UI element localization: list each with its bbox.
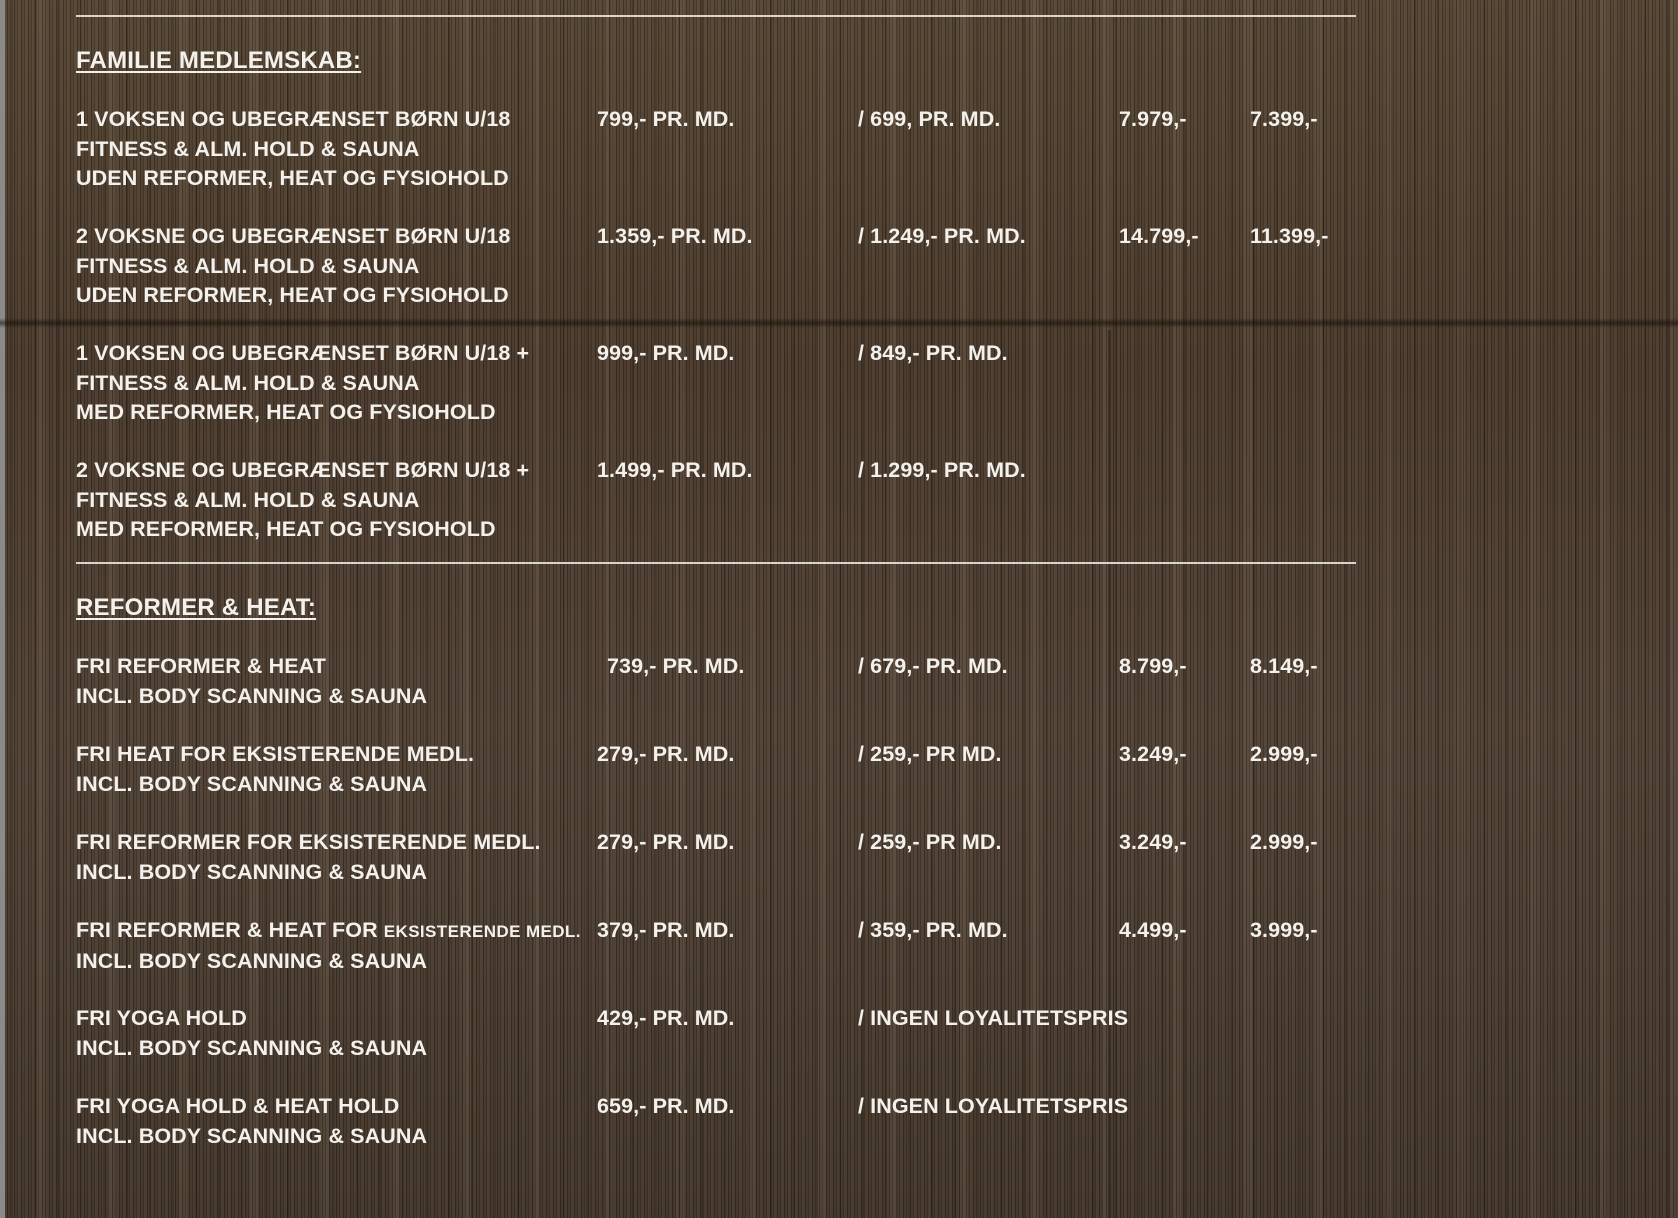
membership-description <box>76 740 596 799</box>
description-line: FITNESS & ALM. HOLD & SAUNA <box>76 487 420 512</box>
description-line: MED REFORMER, HEAT OG FYSIOHOLD <box>76 517 496 541</box>
description-line: FRI HEAT FOR EKSISTERENDE MEDL. <box>76 742 475 766</box>
loyalty-price: / 849,- PR. MD. <box>858 341 1008 365</box>
description-line: UDEN REFORMER, HEAT OG FYSIOHOLD <box>76 166 509 190</box>
yearly-price: 3.249,- <box>1119 830 1187 854</box>
description-line: 2 VOKSNE OG UBEGRÆNSET BØRN U/18 <box>76 224 511 248</box>
monthly-price: 279,- PR. MD. <box>597 830 735 854</box>
yearly-price: 7.979,- <box>1119 107 1187 131</box>
description-line: INCL. BODY SCANNING & SAUNA <box>76 859 428 884</box>
yearly-loyalty-price: 8.149,- <box>1250 654 1318 678</box>
page-edge <box>0 0 5 1218</box>
yearly-loyalty-price: 7.399,- <box>1250 107 1318 131</box>
description-line-small: EKSISTERENDE MEDL. <box>383 922 581 941</box>
monthly-price: 379,- PR. MD. <box>597 918 735 942</box>
monthly-price: 739,- PR. MD. <box>607 654 745 678</box>
monthly-price: 659,- PR. MD. <box>597 1094 735 1118</box>
yearly-price: 8.799,- <box>1119 654 1187 678</box>
loyalty-price: / 359,- PR. MD. <box>858 918 1008 942</box>
yearly-price: 4.499,- <box>1119 918 1187 942</box>
membership-description <box>76 1004 596 1063</box>
membership-description <box>76 105 596 194</box>
monthly-price: 799,- PR. MD. <box>597 107 735 131</box>
description-line: MED REFORMER, HEAT OG FYSIOHOLD <box>76 400 496 424</box>
yearly-loyalty-price: 11.399,- <box>1250 224 1329 248</box>
description-line: FRI REFORMER & HEAT <box>76 654 326 678</box>
membership-description <box>76 222 596 311</box>
yearly-loyalty-price: 2.999,- <box>1250 742 1318 766</box>
wood-plank-seam <box>0 318 1678 328</box>
section-heading-reformer-heat: REFORMER & HEAT: <box>76 594 317 621</box>
loyalty-price: / 259,- PR MD. <box>858 742 1002 766</box>
description-line: INCL. BODY SCANNING & SAUNA <box>76 1035 428 1060</box>
yearly-loyalty-price: 2.999,- <box>1250 830 1318 854</box>
loyalty-price: / 259,- PR MD. <box>858 830 1002 854</box>
loyalty-price: / 679,- PR. MD. <box>858 654 1008 678</box>
description-line: UDEN REFORMER, HEAT OG FYSIOHOLD <box>76 283 509 307</box>
membership-description <box>76 456 596 545</box>
description-line <box>76 916 596 947</box>
section-divider <box>76 562 1356 564</box>
description-line: FRI YOGA HOLD & HEAT HOLD <box>76 1094 400 1118</box>
loyalty-price: / 1.249,- PR. MD. <box>858 224 1026 248</box>
yearly-price: 3.249,- <box>1119 742 1187 766</box>
loyalty-price: / INGEN LOYALITETSPRIS <box>858 1006 1129 1030</box>
description-line: 1 VOKSEN OG UBEGRÆNSET BØRN U/18 + <box>76 341 530 365</box>
yearly-price: 14.799,- <box>1119 224 1199 248</box>
loyalty-price: / 1.299,- PR. MD. <box>858 458 1026 482</box>
description-line: FRI REFORMER FOR EKSISTERENDE MEDL. <box>76 830 541 854</box>
loyalty-price: / 699, PR. MD. <box>858 107 1001 131</box>
yearly-loyalty-price: 3.999,- <box>1250 918 1318 942</box>
description-line-main: FRI REFORMER & HEAT FOR <box>76 918 384 942</box>
membership-description <box>76 339 596 428</box>
description-line: INCL. BODY SCANNING & SAUNA <box>76 771 428 796</box>
description-line: INCL. BODY SCANNING & SAUNA <box>76 948 428 973</box>
description-line: 1 VOKSEN OG UBEGRÆNSET BØRN U/18 <box>76 107 511 131</box>
membership-description <box>76 828 596 887</box>
section-divider-top <box>76 15 1356 17</box>
description-line: 2 VOKSNE OG UBEGRÆNSET BØRN U/18 + <box>76 458 530 482</box>
loyalty-price: / INGEN LOYALITETSPRIS <box>858 1094 1129 1118</box>
wood-plank-seam-vertical <box>1108 330 1111 1218</box>
section-heading-familie: FAMILIE MEDLEMSKAB: <box>76 47 362 74</box>
description-line: INCL. BODY SCANNING & SAUNA <box>76 683 428 708</box>
description-line: FITNESS & ALM. HOLD & SAUNA <box>76 370 420 395</box>
description-line: FRI YOGA HOLD <box>76 1006 247 1030</box>
monthly-price: 1.499,- PR. MD. <box>597 458 753 482</box>
membership-description <box>76 652 596 711</box>
monthly-price: 279,- PR. MD. <box>597 742 735 766</box>
description-line: FITNESS & ALM. HOLD & SAUNA <box>76 253 420 278</box>
membership-description <box>76 916 596 976</box>
description-line: INCL. BODY SCANNING & SAUNA <box>76 1123 428 1148</box>
description-line: FITNESS & ALM. HOLD & SAUNA <box>76 136 420 161</box>
monthly-price: 999,- PR. MD. <box>597 341 735 365</box>
monthly-price: 1.359,- PR. MD. <box>597 224 753 248</box>
membership-description <box>76 1092 596 1151</box>
monthly-price: 429,- PR. MD. <box>597 1006 735 1030</box>
